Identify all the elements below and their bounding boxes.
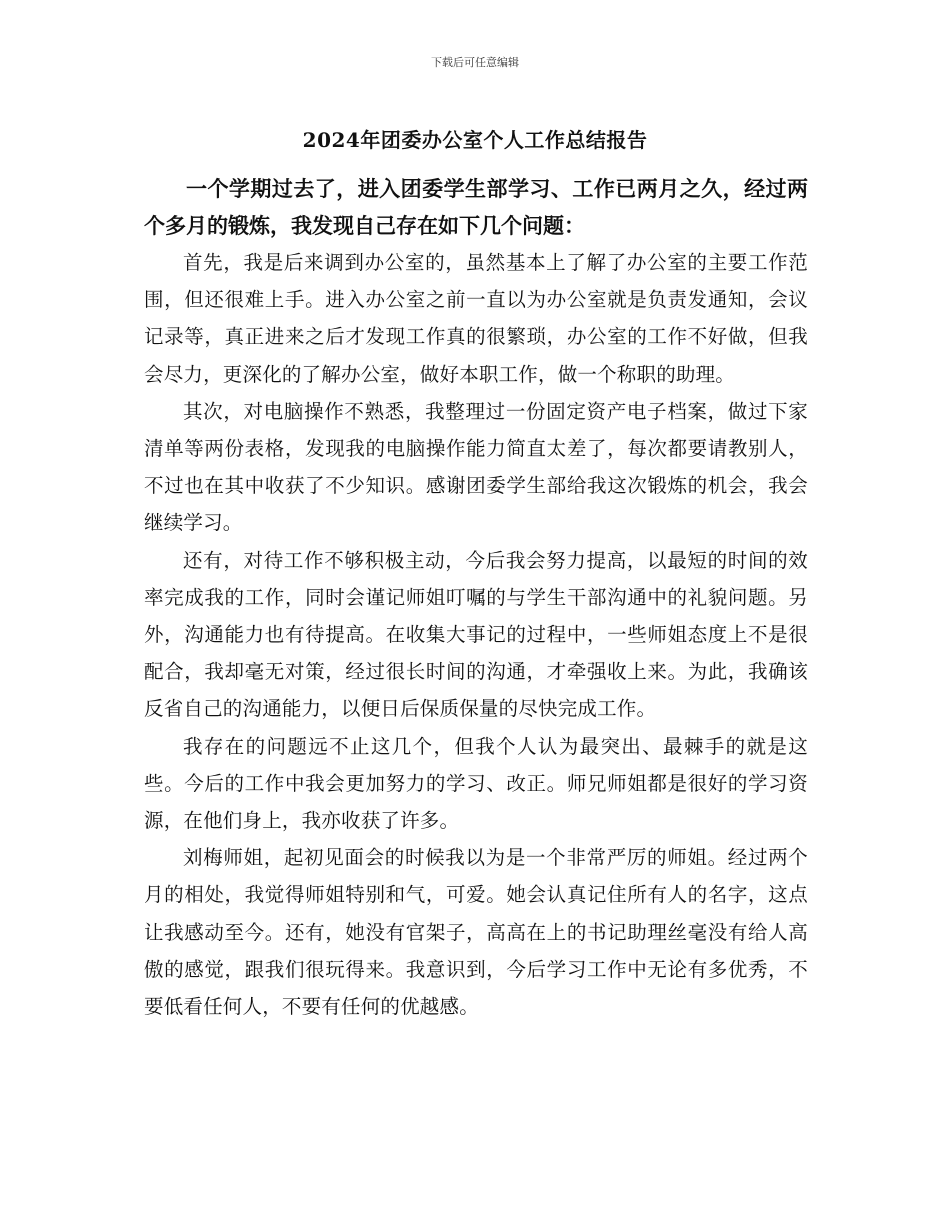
body-paragraph-4: 我存在的问题远不止这几个，但我个人认为最突出、最棘手的就是这些。今后的工作中我会更加努力的学习、改正。师兄师姐都是很好的学习资源，在他们身上，我亦收获了许多。 bbox=[144, 734, 808, 833]
document-body bbox=[144, 170, 808, 1025]
page-header-note: 下载后可任意编辑 bbox=[431, 56, 519, 69]
body-paragraph-2: 其次，对电脑操作不熟悉，我整理过一份固定资产电子档案，做过下家清单等两份表格，发现我的电脑操作能力简直太差了，每次都要请教别人，不过也在其中收获了不少知识。感谢团委学生部给我这次锻炼的机会，我会继续学习。 bbox=[144, 399, 808, 535]
intro-paragraph: 一个学期过去了，进入团委学生部学习、工作已两月之久，经过两个多月的锻炼，我发现自己存在如下几个问题： bbox=[144, 176, 808, 238]
document-title: 2024年团委办公室个人工作总结报告 bbox=[302, 128, 648, 152]
body-paragraph-5: 刘梅师姐，起初见面会的时候我以为是一个非常严厉的师姐。经过两个月的相处，我觉得师姐特别和气，可爱。她会认真记住所有人的名字，这点让我感动至今。还有，她没有官架子，高高在上的书记助理丝毫没有给人高傲的感觉，跟我们很玩得来。我意识到，今后学习工作中无论有多优秀，不要低看任何人，不要有任何的优越感。 bbox=[144, 846, 808, 1019]
body-paragraph-3: 还有，对待工作不够积极主动，今后我会努力提高，以最短的时间的效率完成我的工作，同时会谨记师姐叮嘱的与学生干部沟通中的礼貌问题。另外，沟通能力也有待提高。在收集大事记的过程中，一些师姐态度上不是很配合，我却毫无对策，经过很长时间的沟通，才牵强收上来。为此，我确该反省自己的沟通能力，以便日后保质保量的尽快完成工作。 bbox=[144, 548, 808, 721]
body-paragraph-1: 首先，我是后来调到办公室的，虽然基本上了解了办公室的主要工作范围，但还很难上手。进入办公室之前一直以为办公室就是负责发通知，会议记录等，真正进来之后才发现工作真的很繁琐，办公室的工作不好做，但我会尽力，更深化的了解办公室，做好本职工作，做一个称职的助理。 bbox=[144, 251, 808, 386]
